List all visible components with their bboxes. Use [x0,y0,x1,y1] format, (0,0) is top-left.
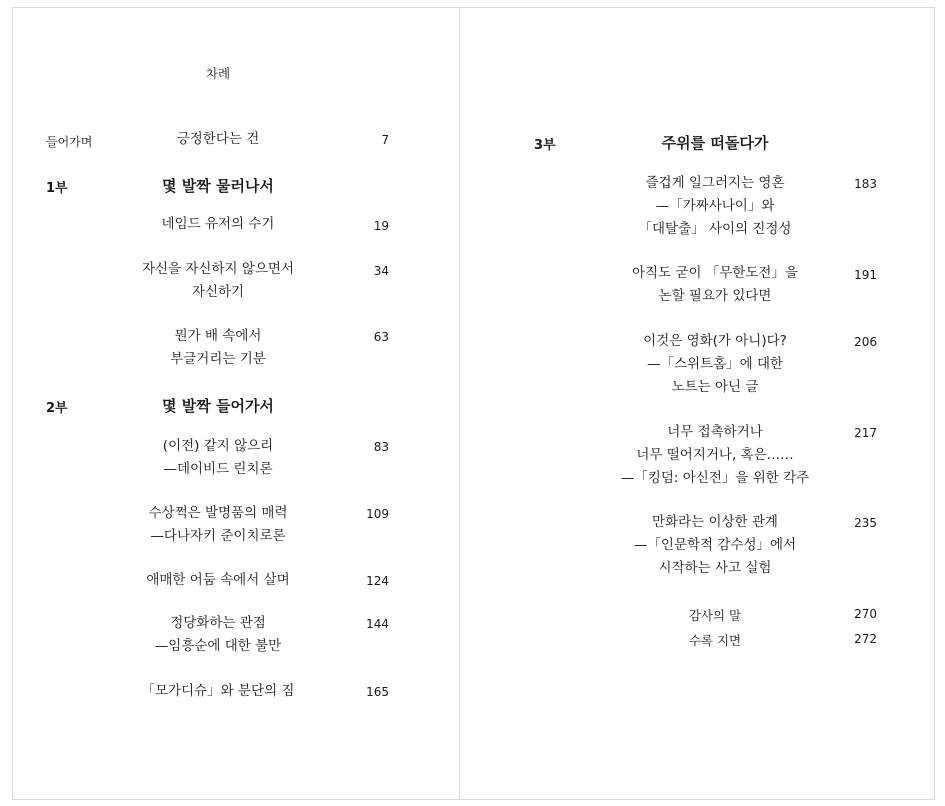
toc-entry-page-number: 206 [854,335,877,349]
toc-entry-page-number: 165 [366,685,389,699]
toc-entry-title [93,569,343,592]
toc-entry-title [580,330,850,399]
toc-entry-line: —「킹덤: 아신전」을 위한 각주 [620,470,810,486]
toc-entry-page-number: 34 [373,264,389,278]
toc-entry-line: —「스위트홈」에 대한 [646,356,784,372]
toc-entry-title [93,325,343,371]
toc-entry-title [93,258,343,304]
intro-page-number: 7 [381,133,389,147]
intro-title [93,128,343,151]
toc-entry-line: 자신을 자신하지 않으면서 [141,261,295,277]
toc-entry-page-number: 19 [373,219,389,233]
part-2-label: 2부 [46,401,68,416]
toc-entry-line: 「모가디슈」와 분단의 짐 [141,683,295,699]
toc-entry-page-number: 83 [373,440,389,454]
toc-entry-line: 수상쩍은 발명품의 매력 [148,505,288,521]
book-spread [12,7,935,800]
toc-entry-title [93,213,343,236]
part-1-label: 1부 [46,181,68,196]
intro-label: 들어가며 [46,135,93,149]
toc-entry-line: 자신하기 [191,284,245,300]
end-matter-title: 감사의 말 [688,608,742,623]
toc-entry-line: 이것은 영화(가 아니)다? [643,333,787,349]
toc-entry-line: 네임드 유저의 수기 [161,216,275,232]
toc-entry-line: (이전) 같지 않으리 [162,438,274,454]
toc-entry-line: 시작하는 사고 실험 [658,560,772,576]
toc-entry-title [580,511,850,580]
toc-entry-title [93,435,343,481]
toc-entry-page-number: 109 [366,507,389,521]
left-page [13,8,459,799]
toc-entry-title [93,680,343,703]
toc-entry-page-number: 144 [366,617,389,631]
part-1-title: 몇 발짝 물러나서 [162,177,274,195]
toc-entry-page-number: 191 [854,268,877,282]
toc-entry-line: —데이비드 린치론 [163,461,273,477]
toc-entry-line: 「대탈출」 사이의 진정성 [638,221,792,237]
toc-entry-line: 애매한 어둠 속에서 살며 [146,572,290,588]
toc-entry-page-number: 217 [854,426,877,440]
toc-entry-line: 뭔가 배 속에서 [174,328,262,344]
toc-entry-line: 정당화하는 관점 [170,615,266,631]
toc-entry-title [580,172,850,241]
toc-entry-line: —다나자키 준이치로론 [150,528,286,544]
toc-entry-page-number: 235 [854,516,877,530]
toc-entry-line: 즐겁게 일그러지는 영혼 [645,175,785,191]
toc-entry-page-number: 183 [854,177,877,191]
toc-entry-line: 너무 떨어지거나, 혹은…… [636,447,794,463]
right-page [460,8,934,799]
toc-entry-line: 부글거리는 기분 [170,351,266,367]
toc-entry-line: 논할 필요가 있다면 [658,288,772,304]
end-matter-title: 수록 지면 [688,633,742,648]
part-3-label: 3부 [534,138,556,153]
intro-title-text: 긍정한다는 건 [176,131,260,147]
toc-entry-line: —「가짜사나이」와 [655,198,775,214]
toc-entry-title [580,421,850,490]
toc-entry-line: 노트는 아닌 글 [671,379,759,395]
toc-entry-line: 만화라는 이상한 관계 [652,514,778,530]
toc-entry-title [93,502,343,548]
toc-entry-line: 너무 접촉하거나 [667,424,763,440]
end-matter-page-number: 270 [854,607,877,621]
toc-entry-line: 아직도 굳이 「무한도전」을 [632,265,798,281]
part-2-title: 몇 발짝 들어가서 [162,397,274,415]
toc-entry-line: —임흥순에 대한 불만 [154,638,282,654]
part-3-title: 주위를 떠돌다가 [661,134,769,152]
toc-heading: 차례 [205,66,231,81]
toc-entry-page-number: 63 [373,330,389,344]
toc-entry-title [580,262,850,308]
toc-entry-page-number: 124 [366,574,389,588]
toc-entry-title [93,612,343,658]
end-matter-page-number: 272 [854,632,877,646]
toc-entry-line: —「인문학적 감수성」에서 [633,537,797,553]
